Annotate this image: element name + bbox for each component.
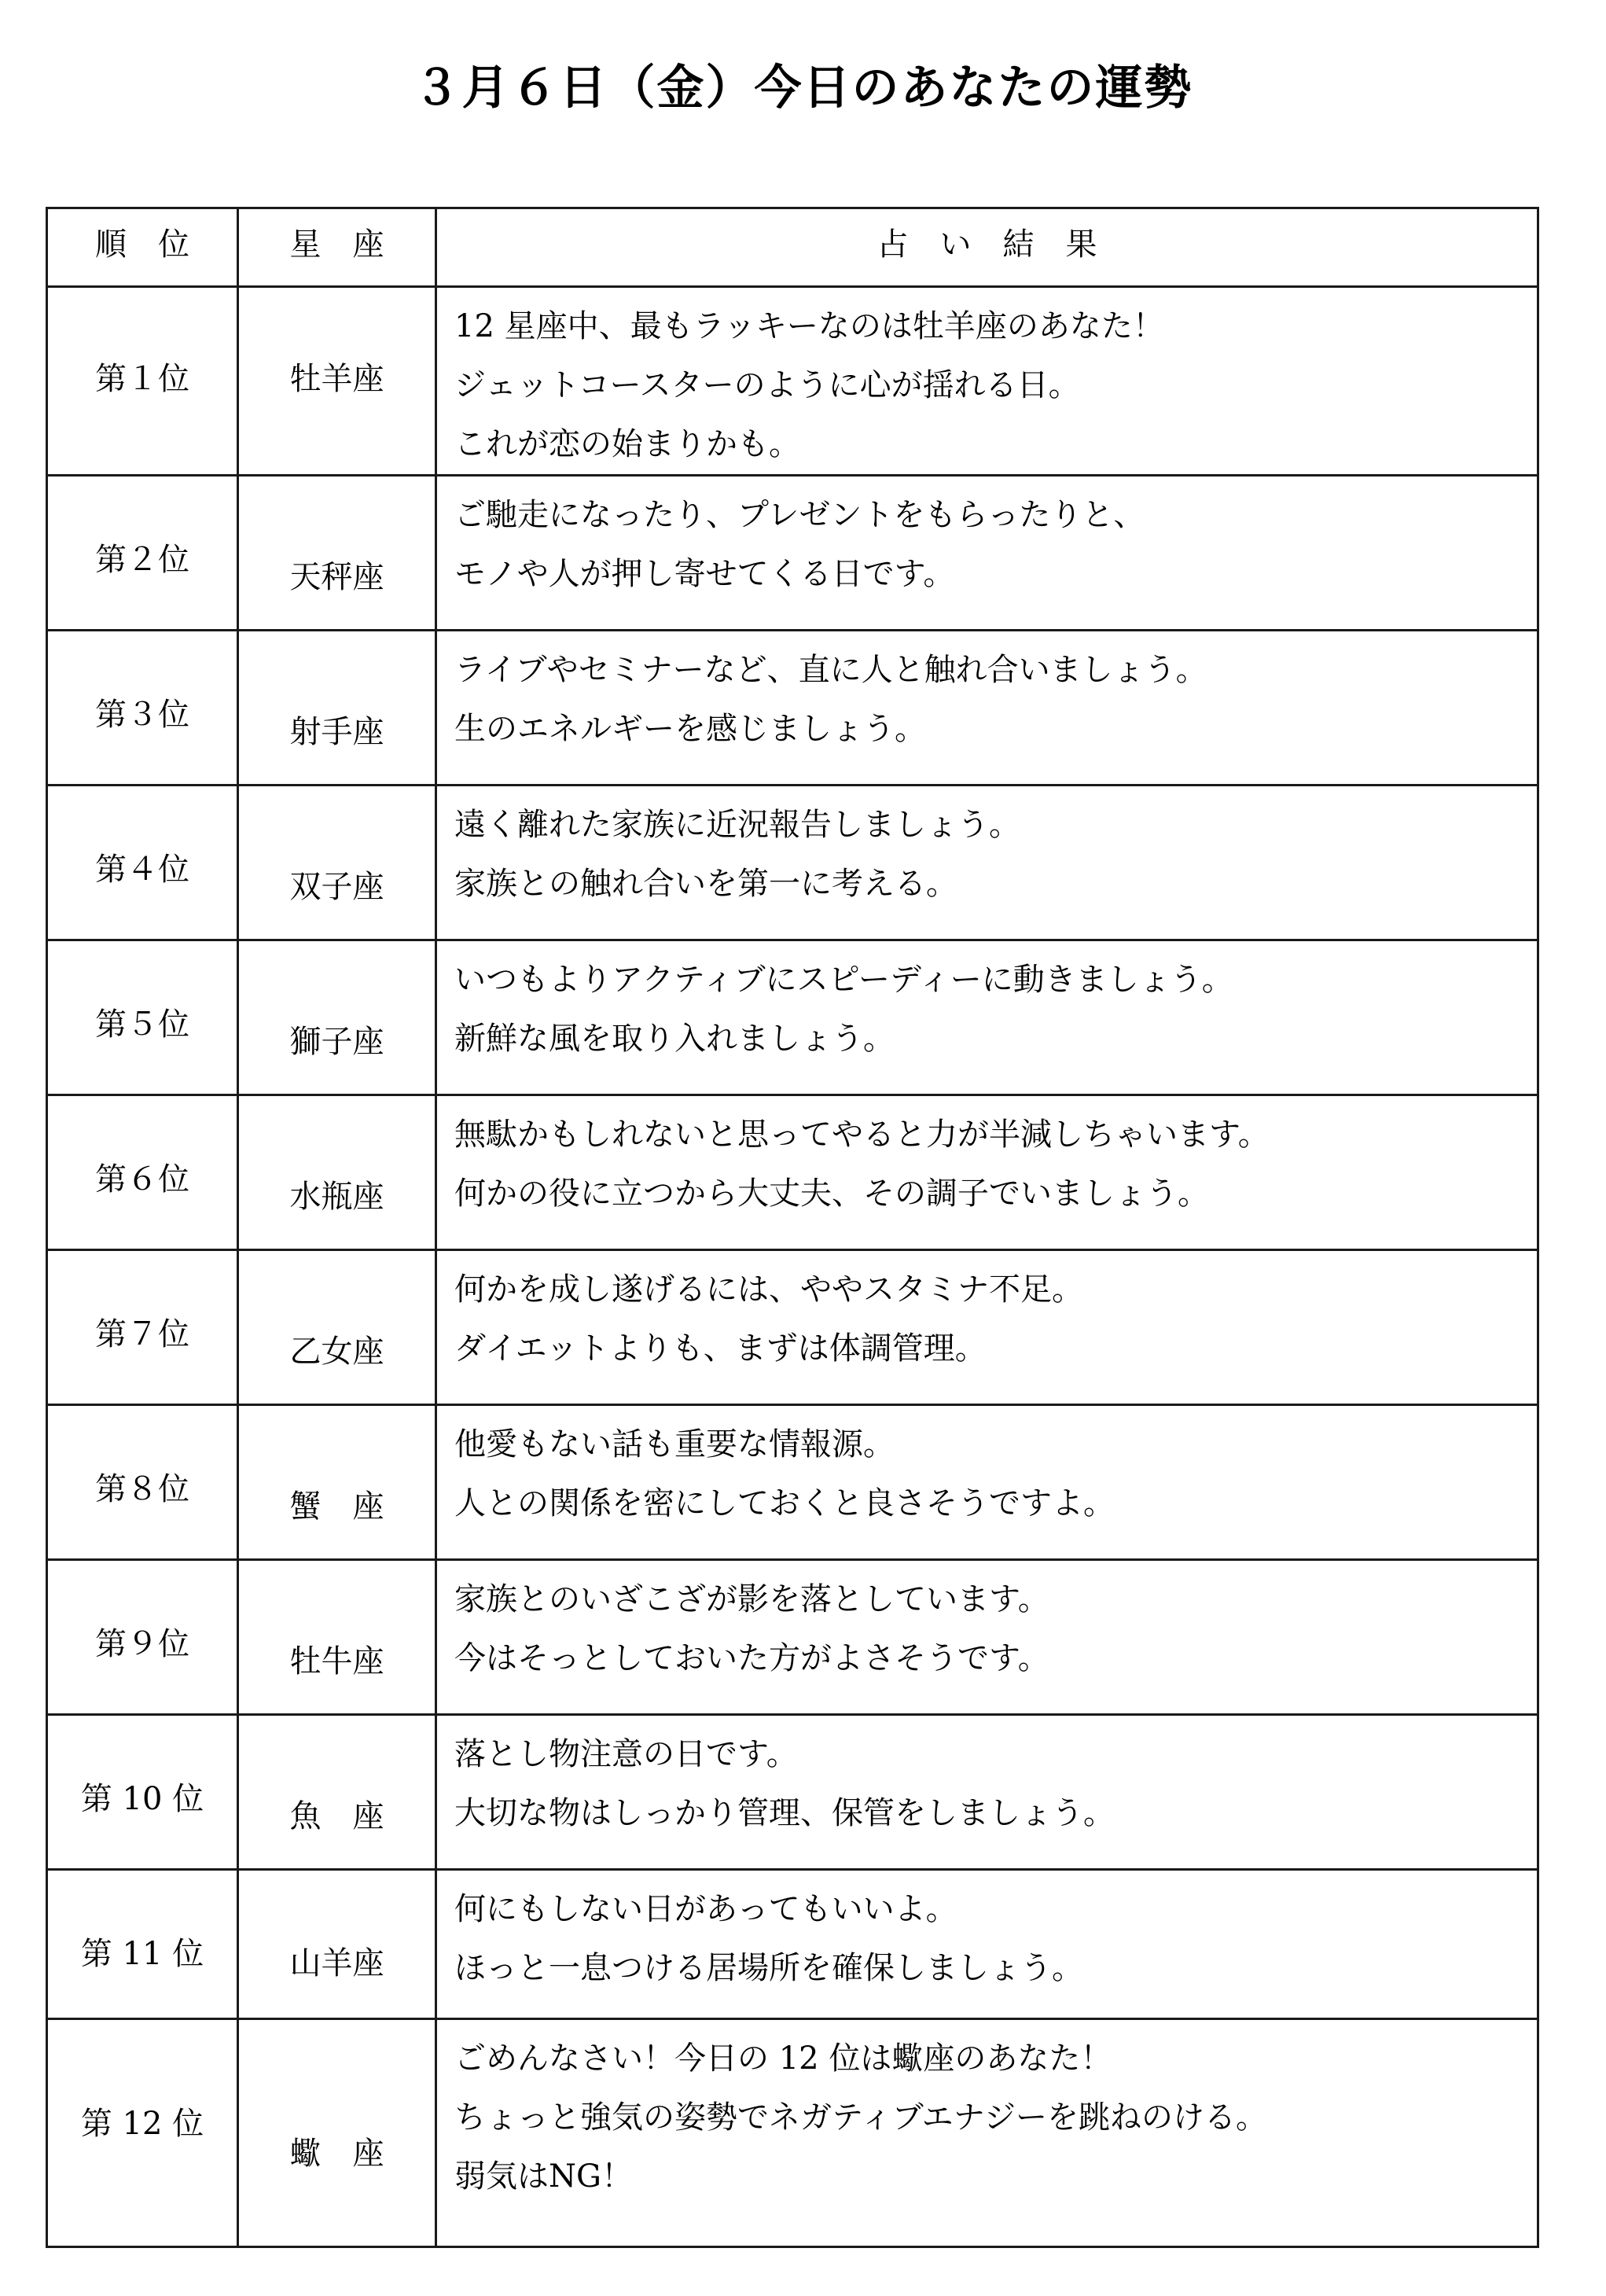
result-line: 12 星座中、最もラッキーなのは牡羊座のあなた！ bbox=[454, 308, 1164, 344]
result-line: 無駄かもしれないと思ってやると力が半減しちゃいます。 bbox=[454, 1117, 1270, 1153]
result-line: 何にもしない日があってもいいよ。 bbox=[454, 1891, 957, 1927]
sign-cell bbox=[238, 786, 436, 940]
rank-cell bbox=[47, 1870, 238, 2019]
sign-cell bbox=[238, 940, 436, 1095]
sign-cell bbox=[238, 1715, 436, 1870]
result-cell bbox=[436, 1870, 1538, 2019]
rank-cell bbox=[47, 1405, 238, 1560]
rank-label: 第２位 bbox=[95, 542, 189, 578]
result-line: いつもよりアクティブにスピーディーに動きましょう。 bbox=[454, 962, 1233, 998]
rank-label: 第 12 位 bbox=[80, 2106, 204, 2142]
result-line: ご馳走になったり、プレゼントをもらったりと、 bbox=[454, 497, 1145, 533]
zodiac-sign: 水瓶座 bbox=[289, 1179, 384, 1215]
result-line: 今はそっとしておいた方がよさそうです。 bbox=[454, 1640, 1049, 1676]
sign-cell bbox=[238, 1870, 436, 2019]
rank-cell bbox=[47, 2019, 238, 2247]
zodiac-sign: 乙女座 bbox=[289, 1334, 384, 1370]
table-row bbox=[47, 1405, 1538, 1560]
table-row bbox=[47, 940, 1538, 1095]
result-line: ごめんなさい！今日の 12 位は蠍座のあなた！ bbox=[454, 2040, 1112, 2077]
table-row bbox=[47, 2019, 1538, 2247]
sign-cell bbox=[238, 476, 436, 631]
result-line: ちょっと強気の姿勢でネガティブエナジーを跳ねのける。 bbox=[454, 2099, 1267, 2136]
result-cell bbox=[436, 631, 1538, 786]
zodiac-sign: 牡羊座 bbox=[289, 361, 384, 397]
rank-label: 第７位 bbox=[95, 1316, 189, 1352]
table-row bbox=[47, 1095, 1538, 1250]
result-cell bbox=[436, 940, 1538, 1095]
result-cell bbox=[436, 1560, 1538, 1715]
result-line: ダイエットよりも、まずは体調管理。 bbox=[454, 1330, 987, 1367]
rank-cell bbox=[47, 1715, 238, 1870]
rank-label: 第４位 bbox=[95, 852, 189, 888]
result-line: 何かを成し遂げるには、ややスタミナ不足。 bbox=[454, 1271, 1083, 1308]
table-row bbox=[47, 476, 1538, 631]
rank-cell bbox=[47, 631, 238, 786]
zodiac-sign: 獅子座 bbox=[289, 1024, 384, 1060]
result-line: 家族との触れ合いを第一に考える。 bbox=[454, 866, 957, 902]
zodiac-sign: 双子座 bbox=[289, 869, 384, 905]
rank-cell bbox=[47, 1250, 238, 1405]
rank-label: 第６位 bbox=[95, 1161, 189, 1198]
table-row bbox=[47, 786, 1538, 940]
rank-cell bbox=[47, 476, 238, 631]
rank-cell bbox=[47, 786, 238, 940]
result-line: 他愛もない話も重要な情報源。 bbox=[454, 1426, 895, 1463]
result-cell bbox=[436, 476, 1538, 631]
sign-cell bbox=[238, 2019, 436, 2247]
result-line: 遠く離れた家族に近況報告しましょう。 bbox=[454, 807, 1020, 843]
table-row bbox=[47, 1250, 1538, 1405]
table-row bbox=[47, 287, 1538, 476]
fortune-ranking-table bbox=[46, 207, 1539, 2248]
sign-cell bbox=[238, 1560, 436, 1715]
result-cell bbox=[436, 1250, 1538, 1405]
result-line: 新鮮な風を取り入れましょう。 bbox=[454, 1021, 895, 1057]
rank-cell bbox=[47, 287, 238, 476]
result-cell bbox=[436, 1715, 1538, 1870]
zodiac-sign: 蠍 座 bbox=[289, 2136, 384, 2172]
sign-cell bbox=[238, 1250, 436, 1405]
rank-label: 第１位 bbox=[95, 361, 189, 397]
page-title: ３月６日（金）今日のあなたの運勢 bbox=[413, 61, 1193, 116]
rank-cell bbox=[47, 1095, 238, 1250]
rank-label: 第 11 位 bbox=[80, 1936, 204, 1972]
zodiac-sign: 魚 座 bbox=[289, 1798, 384, 1834]
result-line: 人との関係を密にしておくと良さそうですよ。 bbox=[454, 1485, 1115, 1521]
header-sign: 星 座 bbox=[238, 208, 436, 287]
table-row bbox=[47, 1870, 1538, 2019]
result-line: 生のエネルギーを感じましょう。 bbox=[454, 711, 926, 747]
result-line: 落とし物注意の日です。 bbox=[454, 1736, 798, 1772]
zodiac-sign: 射手座 bbox=[289, 714, 384, 750]
sign-cell bbox=[238, 631, 436, 786]
result-line: 弱気はNG！ bbox=[454, 2158, 633, 2195]
zodiac-sign: 山羊座 bbox=[289, 1945, 384, 1981]
result-line: ジェットコースターのように心が揺れる日。 bbox=[454, 367, 1080, 403]
result-cell bbox=[436, 1405, 1538, 1560]
sign-cell bbox=[238, 287, 436, 476]
result-cell bbox=[436, 786, 1538, 940]
table-row bbox=[47, 631, 1538, 786]
table-row bbox=[47, 1560, 1538, 1715]
result-line: 何かの役に立つから大丈夫、その調子でいましょう。 bbox=[454, 1176, 1209, 1212]
rank-label: 第５位 bbox=[95, 1006, 189, 1043]
zodiac-sign: 蟹 座 bbox=[289, 1488, 384, 1525]
sign-cell bbox=[238, 1405, 436, 1560]
result-cell bbox=[436, 1095, 1538, 1250]
result-line: 家族とのいざこざが影を落としています。 bbox=[454, 1581, 1049, 1617]
table-row bbox=[47, 1715, 1538, 1870]
result-line: これが恋の始まりかも。 bbox=[454, 426, 800, 462]
header-result: 占 い 結 果 bbox=[436, 208, 1538, 287]
header-rank: 順 位 bbox=[47, 208, 238, 287]
result-cell bbox=[436, 287, 1538, 476]
rank-label: 第３位 bbox=[95, 697, 189, 733]
result-line: モノや人が押し寄せてくる日です。 bbox=[454, 556, 955, 592]
result-line: 大切な物はしっかり管理、保管をしましょう。 bbox=[454, 1795, 1115, 1831]
rank-label: 第９位 bbox=[95, 1626, 189, 1662]
rank-label: 第８位 bbox=[95, 1471, 189, 1507]
zodiac-sign: 牡牛座 bbox=[289, 1643, 384, 1680]
sign-cell bbox=[238, 1095, 436, 1250]
result-line: ほっと一息つける居場所を確保しましょう。 bbox=[454, 1950, 1083, 1986]
rank-cell bbox=[47, 1560, 238, 1715]
rank-cell bbox=[47, 940, 238, 1095]
result-cell bbox=[436, 2019, 1538, 2247]
zodiac-sign: 天秤座 bbox=[289, 559, 384, 595]
result-line: ライブやセミナーなど、直に人と触れ合いましょう。 bbox=[454, 652, 1207, 688]
table-header-row bbox=[47, 208, 1538, 287]
rank-label: 第 10 位 bbox=[80, 1781, 204, 1817]
